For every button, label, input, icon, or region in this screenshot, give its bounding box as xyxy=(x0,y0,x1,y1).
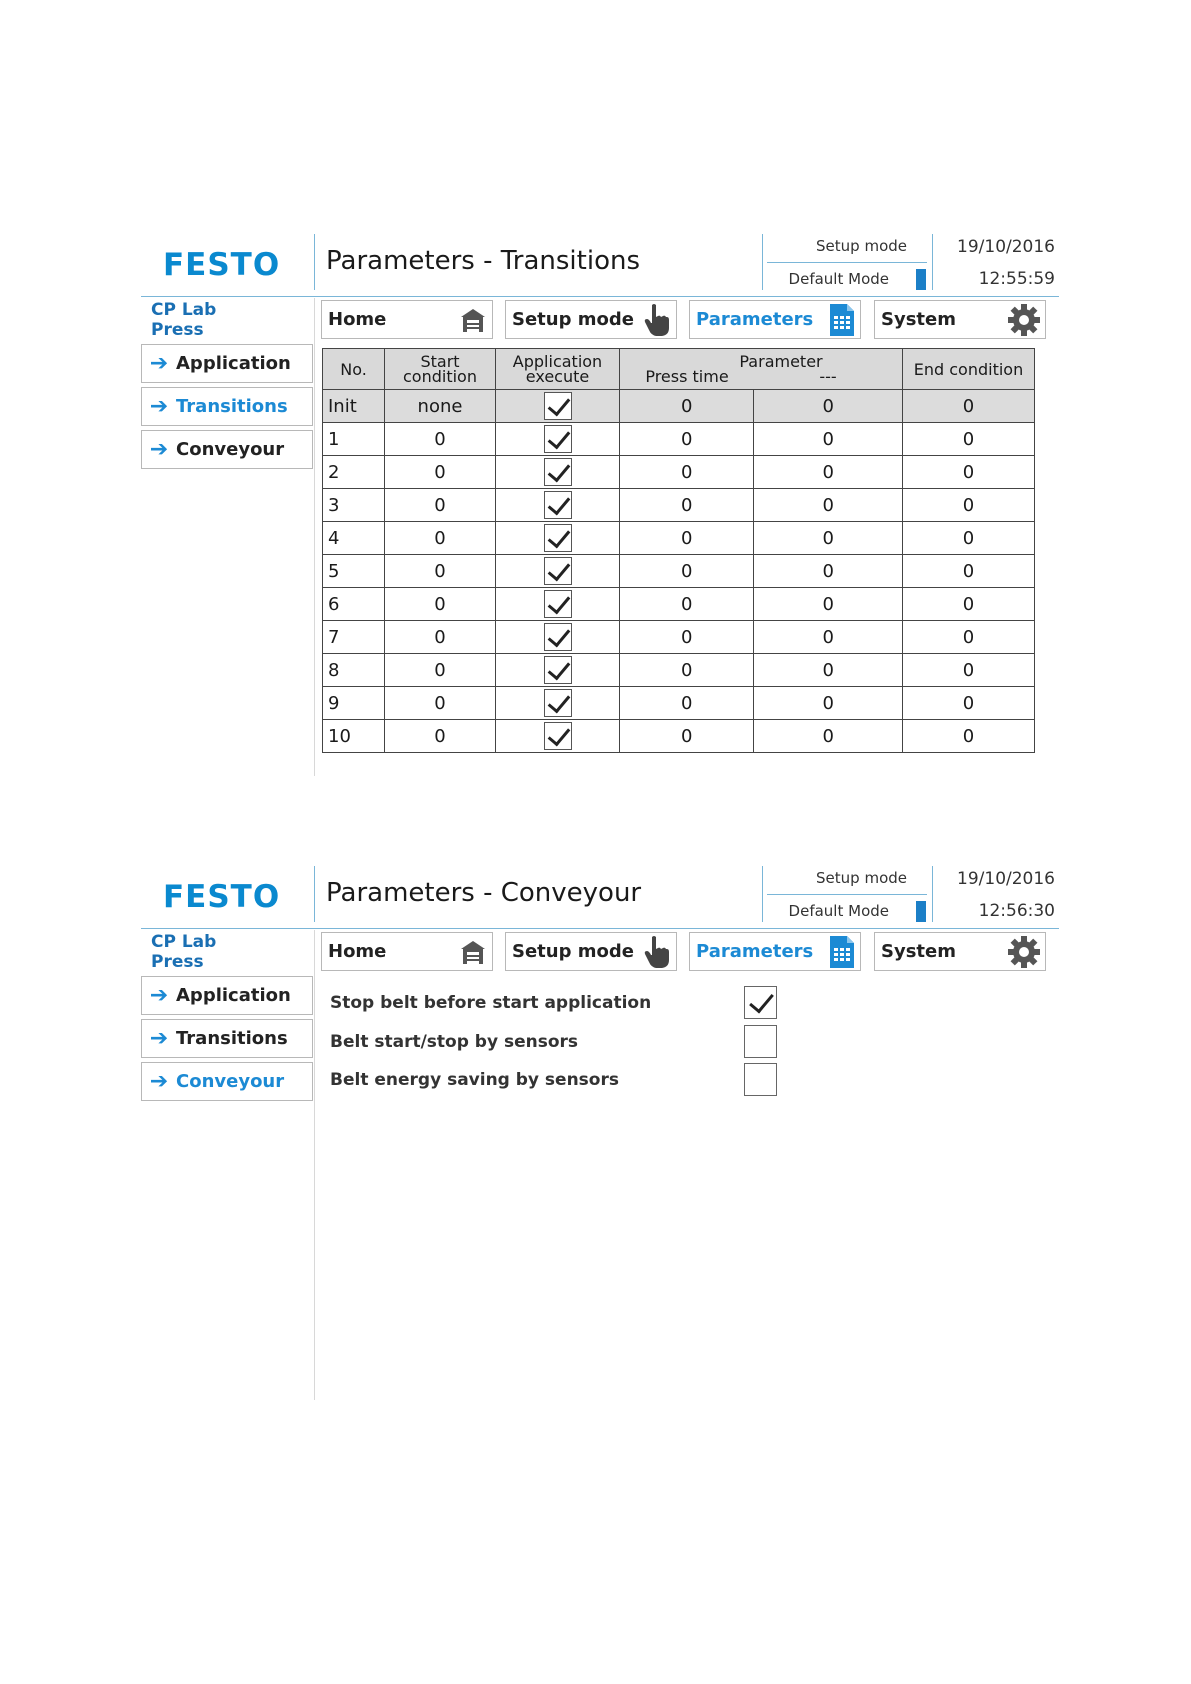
header-press-time: Press time xyxy=(645,367,729,386)
table-row xyxy=(323,621,1035,654)
cell-no[interactable]: 5 xyxy=(323,555,385,588)
cell-no[interactable]: Init xyxy=(323,390,385,423)
cell-execute xyxy=(496,423,620,456)
nav-setup-mode-button[interactable] xyxy=(505,300,677,339)
cell-execute xyxy=(496,555,620,588)
header-text: Parameter xyxy=(739,352,823,371)
cell-start-condition[interactable]: 0 xyxy=(385,687,496,720)
cell-press-time[interactable]: 0 xyxy=(620,720,754,753)
table-header-row xyxy=(323,349,1035,390)
cell-execute xyxy=(496,588,620,621)
gear-icon xyxy=(1007,935,1041,969)
belt-energy-saving-checkbox[interactable] xyxy=(744,1063,777,1096)
home-icon xyxy=(458,937,488,967)
execute-checkbox[interactable] xyxy=(544,491,572,519)
cell-no[interactable]: 4 xyxy=(323,522,385,555)
mode-label: Setup mode xyxy=(816,869,907,887)
sidebar-item-transitions[interactable] xyxy=(141,387,313,426)
sidebar-item-application[interactable] xyxy=(141,344,313,383)
cell-no[interactable]: 2 xyxy=(323,456,385,489)
page-title: Parameters - Conveyour xyxy=(326,878,642,908)
mode-divider xyxy=(767,262,927,263)
machine-name xyxy=(151,300,216,340)
cell-execute xyxy=(496,621,620,654)
table-row xyxy=(323,390,1035,423)
nav-system-button[interactable] xyxy=(874,300,1046,339)
sidebar-item-label: Conveyour xyxy=(176,1071,285,1092)
festo-logo: FESTO xyxy=(163,247,281,283)
table-row xyxy=(323,687,1035,720)
cell-press-time[interactable]: 0 xyxy=(620,555,754,588)
nav-parameters-button[interactable] xyxy=(689,932,861,971)
execute-checkbox[interactable] xyxy=(544,656,572,684)
mode-indicator xyxy=(916,269,926,290)
transitions-table xyxy=(322,348,1035,753)
arrow-right-icon: ➔ xyxy=(149,1026,169,1051)
nav-home-button[interactable] xyxy=(321,300,493,339)
execute-checkbox[interactable] xyxy=(544,425,572,453)
nav-label: Parameters xyxy=(696,941,814,962)
cell-start-condition[interactable]: 0 xyxy=(385,489,496,522)
nav-label: Home xyxy=(328,309,387,330)
cell-start-condition[interactable]: 0 xyxy=(385,522,496,555)
cell-execute xyxy=(496,720,620,753)
option-stop-belt xyxy=(330,984,790,1022)
cell-param2[interactable]: 0 xyxy=(754,456,903,489)
cell-end-condition[interactable]: 0 xyxy=(903,621,1035,654)
cell-param2[interactable]: 0 xyxy=(754,489,903,522)
cell-param2[interactable]: 0 xyxy=(754,423,903,456)
option-belt-energy-saving xyxy=(330,1061,790,1099)
cell-start-condition[interactable]: 0 xyxy=(385,588,496,621)
cell-press-time[interactable]: 0 xyxy=(620,423,754,456)
mode-value: Default Mode xyxy=(788,270,889,288)
cell-press-time[interactable]: 0 xyxy=(620,390,754,423)
cell-press-time[interactable]: 0 xyxy=(620,456,754,489)
cell-end-condition[interactable]: 0 xyxy=(903,555,1035,588)
header-text: Application xyxy=(512,352,603,371)
cell-no[interactable]: 1 xyxy=(323,423,385,456)
header-line xyxy=(141,296,1059,297)
mode-indicator xyxy=(916,901,926,922)
cell-execute xyxy=(496,489,620,522)
cell-end-condition[interactable]: 0 xyxy=(903,654,1035,687)
hand-pointer-icon xyxy=(642,303,672,337)
cell-no[interactable]: 7 xyxy=(323,621,385,654)
cell-param2[interactable]: 0 xyxy=(754,555,903,588)
header-text: Start xyxy=(420,352,460,371)
cell-end-condition[interactable]: 0 xyxy=(903,489,1035,522)
cell-no[interactable]: 9 xyxy=(323,687,385,720)
option-label: Belt energy saving by sensors xyxy=(330,1070,619,1090)
mode-value: Default Mode xyxy=(788,902,889,920)
header-end-condition: End condition xyxy=(903,349,1035,390)
date-display: 19/10/2016 xyxy=(957,869,1055,889)
cell-param2[interactable]: 0 xyxy=(754,687,903,720)
cell-end-condition[interactable]: 0 xyxy=(903,720,1035,753)
table-row xyxy=(323,555,1035,588)
execute-checkbox[interactable] xyxy=(544,590,572,618)
nav-setup-mode-button[interactable] xyxy=(505,932,677,971)
nav-label: Parameters xyxy=(696,309,814,330)
cell-param2[interactable]: 0 xyxy=(754,390,903,423)
machine-name-line2: Press xyxy=(151,320,204,340)
arrow-right-icon: ➔ xyxy=(149,983,169,1008)
table-row xyxy=(323,456,1035,489)
cell-param2[interactable]: 0 xyxy=(754,654,903,687)
cell-end-condition[interactable]: 0 xyxy=(903,522,1035,555)
mode-label: Setup mode xyxy=(816,237,907,255)
festo-logo: FESTO xyxy=(163,879,281,915)
hand-pointer-icon xyxy=(642,935,672,969)
nav-label: System xyxy=(881,941,956,962)
sidebar-item-label: Application xyxy=(176,353,291,374)
sidebar-divider xyxy=(314,930,315,1400)
header-divider xyxy=(314,234,315,290)
cell-press-time[interactable]: 0 xyxy=(620,522,754,555)
nav-label: Home xyxy=(328,941,387,962)
header-divider xyxy=(762,866,763,922)
cell-start-condition[interactable]: 0 xyxy=(385,654,496,687)
time-display: 12:55:59 xyxy=(978,269,1055,289)
cell-end-condition[interactable]: 0 xyxy=(903,687,1035,720)
home-icon xyxy=(458,305,488,335)
header-no: No. xyxy=(323,349,385,390)
cell-execute xyxy=(496,390,620,423)
conveyour-screen xyxy=(141,864,1055,1400)
cell-param2[interactable]: 0 xyxy=(754,522,903,555)
transitions-screen xyxy=(141,232,1055,776)
execute-checkbox[interactable] xyxy=(544,458,572,486)
cell-no[interactable]: 8 xyxy=(323,654,385,687)
table-row xyxy=(323,423,1035,456)
cell-no[interactable]: 10 xyxy=(323,720,385,753)
cell-execute xyxy=(496,522,620,555)
machine-name-line2: Press xyxy=(151,952,204,972)
header-divider xyxy=(314,866,315,922)
execute-checkbox[interactable] xyxy=(544,524,572,552)
nav-label: Setup mode xyxy=(512,309,634,330)
header-text: execute xyxy=(525,367,590,386)
execute-checkbox[interactable] xyxy=(544,722,572,750)
header-divider xyxy=(932,866,933,922)
header-parameter xyxy=(620,349,903,390)
header-subrow xyxy=(620,369,902,384)
table-row xyxy=(323,588,1035,621)
execute-checkbox[interactable] xyxy=(544,392,572,420)
document-grid-icon xyxy=(828,303,856,337)
cell-press-time[interactable]: 0 xyxy=(620,687,754,720)
nav-label: Setup mode xyxy=(512,941,634,962)
sidebar-item-conveyour[interactable] xyxy=(141,1062,313,1101)
header-text: condition xyxy=(403,367,477,386)
machine-name-line1: CP Lab xyxy=(151,300,217,320)
cell-no[interactable]: 3 xyxy=(323,489,385,522)
header-param2: --- xyxy=(819,367,837,386)
table-row xyxy=(323,654,1035,687)
arrow-right-icon: ➔ xyxy=(149,1069,169,1094)
sidebar-item-label: Transitions xyxy=(176,1028,288,1049)
time-display: 12:56:30 xyxy=(978,901,1055,921)
arrow-right-icon: ➔ xyxy=(149,437,169,462)
cell-start-condition[interactable]: none xyxy=(385,390,496,423)
date-display: 19/10/2016 xyxy=(957,237,1055,257)
cell-press-time[interactable]: 0 xyxy=(620,588,754,621)
execute-checkbox[interactable] xyxy=(544,623,572,651)
execute-checkbox[interactable] xyxy=(544,689,572,717)
header-line xyxy=(141,928,1059,929)
machine-name xyxy=(151,932,216,972)
cell-start-condition[interactable]: 0 xyxy=(385,555,496,588)
machine-name-line1: CP Lab xyxy=(151,932,217,952)
nav-system-button[interactable] xyxy=(874,932,1046,971)
table-row xyxy=(323,489,1035,522)
gear-icon xyxy=(1007,303,1041,337)
cell-start-condition[interactable]: 0 xyxy=(385,456,496,489)
execute-checkbox[interactable] xyxy=(544,557,572,585)
cell-press-time[interactable]: 0 xyxy=(620,621,754,654)
option-belt-start-stop xyxy=(330,1023,790,1061)
mode-divider xyxy=(767,894,927,895)
nav-label: System xyxy=(881,309,956,330)
nav-parameters-button[interactable] xyxy=(689,300,861,339)
option-label: Belt start/stop by sensors xyxy=(330,1032,579,1052)
cell-press-time[interactable]: 0 xyxy=(620,489,754,522)
cell-no[interactable]: 6 xyxy=(323,588,385,621)
cell-execute xyxy=(496,687,620,720)
header-start-condition xyxy=(385,349,496,390)
sidebar-item-label: Conveyour xyxy=(176,439,285,460)
belt-start-stop-checkbox[interactable] xyxy=(744,1025,777,1058)
cell-start-condition[interactable]: 0 xyxy=(385,621,496,654)
sidebar-divider xyxy=(314,298,315,776)
arrow-right-icon: ➔ xyxy=(149,394,169,419)
sidebar-item-conveyour[interactable] xyxy=(141,430,313,469)
cell-execute xyxy=(496,654,620,687)
cell-execute xyxy=(496,456,620,489)
cell-start-condition[interactable]: 0 xyxy=(385,720,496,753)
table-row xyxy=(323,720,1035,753)
nav-home-button[interactable] xyxy=(321,932,493,971)
cell-param2[interactable]: 0 xyxy=(754,588,903,621)
header-application-execute xyxy=(496,349,620,390)
arrow-right-icon: ➔ xyxy=(149,351,169,376)
document-grid-icon xyxy=(828,935,856,969)
cell-press-time[interactable]: 0 xyxy=(620,654,754,687)
sidebar-item-label: Transitions xyxy=(176,396,288,417)
cell-end-condition[interactable]: 0 xyxy=(903,390,1035,423)
page-title: Parameters - Transitions xyxy=(326,246,641,276)
cell-param2[interactable]: 0 xyxy=(754,621,903,654)
cell-param2[interactable]: 0 xyxy=(754,720,903,753)
sidebar-item-application[interactable] xyxy=(141,976,313,1015)
table-row xyxy=(323,522,1035,555)
cell-end-condition[interactable]: 0 xyxy=(903,588,1035,621)
header-divider xyxy=(932,234,933,290)
cell-start-condition[interactable]: 0 xyxy=(385,423,496,456)
sidebar-item-transitions[interactable] xyxy=(141,1019,313,1058)
cell-end-condition[interactable]: 0 xyxy=(903,423,1035,456)
cell-end-condition[interactable]: 0 xyxy=(903,456,1035,489)
stop-belt-checkbox[interactable] xyxy=(744,986,777,1019)
sidebar-item-label: Application xyxy=(176,985,291,1006)
option-label: Stop belt before start application xyxy=(330,993,652,1013)
header-divider xyxy=(762,234,763,290)
